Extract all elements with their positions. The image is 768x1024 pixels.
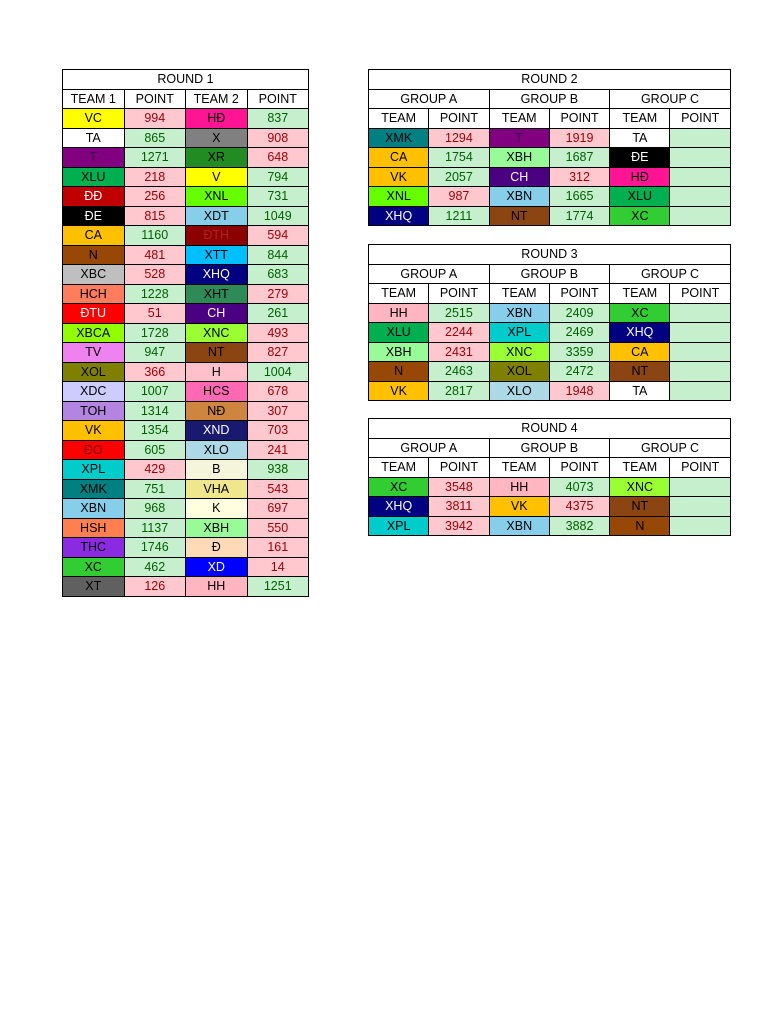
point-cell[interactable]: 279 xyxy=(247,284,309,304)
point-cell[interactable] xyxy=(670,167,730,187)
table-row xyxy=(63,538,309,558)
team-cell[interactable]: CA xyxy=(610,342,670,362)
point-cell[interactable]: 218 xyxy=(124,167,186,187)
table-row xyxy=(63,148,309,168)
team-cell[interactable]: TV xyxy=(63,343,125,363)
point-cell[interactable]: 528 xyxy=(124,265,186,285)
team-cell[interactable]: NT xyxy=(610,497,670,517)
team-cell[interactable]: XNC xyxy=(610,477,670,497)
header-point[interactable]: POINT xyxy=(670,458,730,478)
table-row xyxy=(63,499,309,519)
team-cell[interactable]: CH xyxy=(489,167,549,187)
team-cell[interactable]: T xyxy=(63,148,125,168)
team-cell[interactable]: XBN xyxy=(63,499,125,519)
table-row xyxy=(369,516,731,536)
team-cell[interactable]: ĐE xyxy=(610,148,670,168)
point-cell[interactable] xyxy=(670,477,730,497)
table-row xyxy=(369,187,731,207)
point-cell[interactable]: 261 xyxy=(247,304,309,324)
group-a-header[interactable]: GROUP A xyxy=(369,438,490,458)
table-row xyxy=(63,557,309,577)
table-row xyxy=(63,284,309,304)
point-cell[interactable]: 2472 xyxy=(549,362,609,382)
point-cell[interactable]: 3811 xyxy=(429,497,489,517)
group-b-header[interactable]: GROUP B xyxy=(489,264,610,284)
header-point-1[interactable]: POINT xyxy=(124,89,186,109)
point-cell[interactable]: 241 xyxy=(247,440,309,460)
group-a-header[interactable]: GROUP A xyxy=(369,89,490,109)
table-row xyxy=(63,362,309,382)
header-team[interactable]: TEAM xyxy=(610,458,670,478)
team-cell[interactable]: CA xyxy=(369,148,429,168)
team-cell[interactable]: K xyxy=(186,499,248,519)
point-cell[interactable]: 1137 xyxy=(124,518,186,538)
table-row xyxy=(63,226,309,246)
table-row xyxy=(63,128,309,148)
team-cell[interactable]: VK xyxy=(63,421,125,441)
team-cell[interactable]: XPL xyxy=(489,323,549,343)
team-cell[interactable]: XBN xyxy=(489,187,549,207)
team-cell[interactable]: B xyxy=(186,460,248,480)
point-cell[interactable]: 3548 xyxy=(429,477,489,497)
point-cell[interactable]: 1687 xyxy=(549,148,609,168)
point-cell[interactable] xyxy=(670,206,730,226)
header-point[interactable]: POINT xyxy=(429,458,489,478)
point-cell[interactable]: 3882 xyxy=(549,516,609,536)
round-3-title[interactable]: ROUND 3 xyxy=(369,245,731,265)
team-cell[interactable]: HCH xyxy=(63,284,125,304)
table-row xyxy=(369,148,731,168)
header-team[interactable]: TEAM xyxy=(369,284,429,304)
table-row xyxy=(369,477,731,497)
team-cell[interactable]: XHQ xyxy=(186,265,248,285)
point-cell[interactable]: 429 xyxy=(124,460,186,480)
table-row xyxy=(369,342,731,362)
team-cell[interactable]: XLU xyxy=(63,167,125,187)
team-cell[interactable]: Đ xyxy=(186,538,248,558)
team-cell[interactable]: XPL xyxy=(369,516,429,536)
team-cell[interactable]: T xyxy=(489,128,549,148)
team-cell[interactable]: HH xyxy=(489,477,549,497)
team-cell[interactable]: VC xyxy=(63,109,125,129)
team-cell[interactable]: XBC xyxy=(63,265,125,285)
team-cell[interactable]: XC xyxy=(63,557,125,577)
table-row xyxy=(63,577,309,597)
point-cell[interactable] xyxy=(670,497,730,517)
point-cell[interactable]: 14 xyxy=(247,557,309,577)
team-cell[interactable]: XLO xyxy=(489,381,549,401)
table-row xyxy=(369,497,731,517)
round-2-panel xyxy=(368,69,720,226)
point-cell[interactable]: 683 xyxy=(247,265,309,285)
team-cell[interactable]: HH xyxy=(369,303,429,323)
team-cell[interactable]: XBH xyxy=(186,518,248,538)
point-cell[interactable]: 827 xyxy=(247,343,309,363)
team-cell[interactable]: TA xyxy=(63,128,125,148)
group-b-header[interactable]: GROUP B xyxy=(489,438,610,458)
table-row xyxy=(63,187,309,207)
team-cell[interactable]: HCS xyxy=(186,382,248,402)
team-cell[interactable]: XNL xyxy=(369,187,429,207)
point-cell[interactable]: 1271 xyxy=(124,148,186,168)
header-team[interactable]: TEAM xyxy=(610,109,670,129)
header-point-2[interactable]: POINT xyxy=(247,89,309,109)
team-cell[interactable]: XLU xyxy=(610,187,670,207)
group-c-header[interactable]: GROUP C xyxy=(610,264,731,284)
table-row xyxy=(63,440,309,460)
team-cell[interactable]: XTT xyxy=(186,245,248,265)
team-cell[interactable]: XLO xyxy=(186,440,248,460)
header-team[interactable]: TEAM xyxy=(369,458,429,478)
point-cell[interactable]: 307 xyxy=(247,401,309,421)
point-cell[interactable]: 2463 xyxy=(429,362,489,382)
point-cell[interactable]: 3359 xyxy=(549,342,609,362)
point-cell[interactable]: 1948 xyxy=(549,381,609,401)
header-point[interactable]: POINT xyxy=(670,284,730,304)
point-cell[interactable] xyxy=(670,381,730,401)
point-cell[interactable]: 594 xyxy=(247,226,309,246)
team-cell[interactable]: HĐ xyxy=(186,109,248,129)
point-cell[interactable]: 1049 xyxy=(247,206,309,226)
team-cell[interactable]: XHT xyxy=(186,284,248,304)
team-cell[interactable]: THC xyxy=(63,538,125,558)
team-cell[interactable]: V xyxy=(186,167,248,187)
point-cell[interactable]: 3942 xyxy=(429,516,489,536)
group-a-header[interactable]: GROUP A xyxy=(369,264,490,284)
team-cell[interactable]: HH xyxy=(186,577,248,597)
team-cell[interactable]: XHQ xyxy=(369,206,429,226)
round-4-table xyxy=(368,418,731,536)
point-cell[interactable]: 844 xyxy=(247,245,309,265)
team-cell[interactable]: CA xyxy=(63,226,125,246)
team-cell[interactable]: CH xyxy=(186,304,248,324)
point-cell[interactable]: 2244 xyxy=(429,323,489,343)
team-cell[interactable]: XLU xyxy=(369,323,429,343)
round-4-title[interactable]: ROUND 4 xyxy=(369,419,731,439)
team-cell[interactable]: N xyxy=(63,245,125,265)
point-cell[interactable]: 751 xyxy=(124,479,186,499)
team-cell[interactable]: XBN xyxy=(489,516,549,536)
point-cell[interactable]: 703 xyxy=(247,421,309,441)
team-cell[interactable]: XT xyxy=(63,577,125,597)
team-cell[interactable]: XBN xyxy=(489,303,549,323)
point-cell[interactable]: 938 xyxy=(247,460,309,480)
point-cell[interactable]: 1746 xyxy=(124,538,186,558)
header-team[interactable]: TEAM xyxy=(489,284,549,304)
point-cell[interactable]: 256 xyxy=(124,187,186,207)
table-row xyxy=(63,265,309,285)
header-point[interactable]: POINT xyxy=(549,109,609,129)
team-cell[interactable]: XDT xyxy=(186,206,248,226)
group-c-header[interactable]: GROUP C xyxy=(610,438,731,458)
point-cell[interactable]: 366 xyxy=(124,362,186,382)
table-row xyxy=(369,303,731,323)
team-cell[interactable]: XHQ xyxy=(610,323,670,343)
point-cell[interactable]: 481 xyxy=(124,245,186,265)
point-cell[interactable]: 126 xyxy=(124,577,186,597)
point-cell[interactable]: 731 xyxy=(247,187,309,207)
team-cell[interactable]: VK xyxy=(369,167,429,187)
point-cell[interactable]: 1314 xyxy=(124,401,186,421)
point-cell[interactable]: 697 xyxy=(247,499,309,519)
table-row xyxy=(63,382,309,402)
team-cell[interactable]: NT xyxy=(610,362,670,382)
team-cell[interactable]: XMK xyxy=(63,479,125,499)
header-point[interactable]: POINT xyxy=(670,109,730,129)
header-point[interactable]: POINT xyxy=(429,284,489,304)
team-cell[interactable]: NT xyxy=(489,206,549,226)
header-point[interactable]: POINT xyxy=(549,458,609,478)
table-row xyxy=(63,401,309,421)
point-cell[interactable]: 987 xyxy=(429,187,489,207)
team-cell[interactable]: XNC xyxy=(489,342,549,362)
point-cell[interactable]: 794 xyxy=(247,167,309,187)
team-cell[interactable]: VK xyxy=(489,497,549,517)
point-cell[interactable] xyxy=(670,516,730,536)
team-cell[interactable]: N xyxy=(369,362,429,382)
point-cell[interactable]: 161 xyxy=(247,538,309,558)
point-cell[interactable]: 2515 xyxy=(429,303,489,323)
point-cell[interactable]: 1004 xyxy=(247,362,309,382)
point-cell[interactable]: 2469 xyxy=(549,323,609,343)
team-cell[interactable]: TA xyxy=(610,128,670,148)
team-cell[interactable]: XBH xyxy=(369,342,429,362)
team-cell[interactable]: XND xyxy=(186,421,248,441)
team-cell[interactable]: XOL xyxy=(63,362,125,382)
round-3-table xyxy=(368,244,731,401)
point-cell[interactable]: 648 xyxy=(247,148,309,168)
header-team-2[interactable]: TEAM 2 xyxy=(186,89,248,109)
table-row xyxy=(369,381,731,401)
team-cell[interactable]: ĐE xyxy=(63,206,125,226)
team-cell[interactable]: X xyxy=(186,128,248,148)
point-cell[interactable]: 2431 xyxy=(429,342,489,362)
point-cell[interactable]: 51 xyxy=(124,304,186,324)
header-team[interactable]: TEAM xyxy=(489,458,549,478)
point-cell[interactable]: 968 xyxy=(124,499,186,519)
team-cell[interactable]: VHA xyxy=(186,479,248,499)
point-cell[interactable]: 837 xyxy=(247,109,309,129)
round-1-table xyxy=(62,69,309,597)
team-cell[interactable]: XC xyxy=(369,477,429,497)
table-row xyxy=(369,128,731,148)
team-cell[interactable]: XC xyxy=(610,303,670,323)
team-cell[interactable]: TOH xyxy=(63,401,125,421)
point-cell[interactable]: 1007 xyxy=(124,382,186,402)
team-cell[interactable]: XPL xyxy=(63,460,125,480)
team-cell[interactable]: TA xyxy=(610,381,670,401)
point-cell[interactable]: 493 xyxy=(247,323,309,343)
team-cell[interactable]: XR xyxy=(186,148,248,168)
header-team-1[interactable]: TEAM 1 xyxy=(63,89,125,109)
table-row xyxy=(369,323,731,343)
round-3-panel xyxy=(368,244,720,401)
table-row xyxy=(63,109,309,129)
team-cell[interactable]: HĐ xyxy=(610,167,670,187)
table-row xyxy=(63,479,309,499)
point-cell[interactable]: 1251 xyxy=(247,577,309,597)
team-cell[interactable]: XBH xyxy=(489,148,549,168)
point-cell[interactable]: 1728 xyxy=(124,323,186,343)
team-cell[interactable]: XC xyxy=(610,206,670,226)
header-point[interactable]: POINT xyxy=(429,109,489,129)
team-cell[interactable]: ĐTH xyxy=(186,226,248,246)
point-cell[interactable]: 1160 xyxy=(124,226,186,246)
team-cell[interactable]: ĐO xyxy=(63,440,125,460)
point-cell[interactable]: 4073 xyxy=(549,477,609,497)
team-cell[interactable]: VK xyxy=(369,381,429,401)
team-cell[interactable]: ĐTU xyxy=(63,304,125,324)
table-row xyxy=(63,421,309,441)
team-cell[interactable]: XNL xyxy=(186,187,248,207)
point-cell[interactable]: 1354 xyxy=(124,421,186,441)
point-cell[interactable] xyxy=(670,148,730,168)
point-cell[interactable]: 1665 xyxy=(549,187,609,207)
group-b-header[interactable]: GROUP B xyxy=(489,89,610,109)
team-cell[interactable]: XOL xyxy=(489,362,549,382)
table-row xyxy=(63,323,309,343)
point-cell[interactable]: 994 xyxy=(124,109,186,129)
point-cell[interactable]: 678 xyxy=(247,382,309,402)
table-row xyxy=(63,304,309,324)
point-cell[interactable]: 1919 xyxy=(549,128,609,148)
header-team[interactable]: TEAM xyxy=(610,284,670,304)
point-cell[interactable]: 947 xyxy=(124,343,186,363)
point-cell[interactable]: 312 xyxy=(549,167,609,187)
point-cell[interactable]: 1228 xyxy=(124,284,186,304)
point-cell[interactable]: 2409 xyxy=(549,303,609,323)
point-cell[interactable]: 4375 xyxy=(549,497,609,517)
point-cell[interactable]: 1774 xyxy=(549,206,609,226)
point-cell[interactable]: 1211 xyxy=(429,206,489,226)
point-cell[interactable]: 1294 xyxy=(429,128,489,148)
point-cell[interactable]: 2817 xyxy=(429,381,489,401)
point-cell[interactable] xyxy=(670,323,730,343)
round-2-table xyxy=(368,69,731,226)
group-c-header[interactable]: GROUP C xyxy=(610,89,731,109)
header-team[interactable]: TEAM xyxy=(369,109,429,129)
table-row xyxy=(63,518,309,538)
table-row xyxy=(63,167,309,187)
table-row xyxy=(63,460,309,480)
table-row xyxy=(63,206,309,226)
point-cell[interactable]: 462 xyxy=(124,557,186,577)
header-point[interactable]: POINT xyxy=(549,284,609,304)
header-team[interactable]: TEAM xyxy=(489,109,549,129)
team-cell[interactable]: XNC xyxy=(186,323,248,343)
team-cell[interactable]: XMK xyxy=(369,128,429,148)
point-cell[interactable]: 550 xyxy=(247,518,309,538)
round-2-title[interactable]: ROUND 2 xyxy=(369,70,731,90)
point-cell[interactable]: 1754 xyxy=(429,148,489,168)
point-cell[interactable] xyxy=(670,187,730,207)
team-cell[interactable]: H xyxy=(186,362,248,382)
point-cell[interactable]: 543 xyxy=(247,479,309,499)
point-cell[interactable]: 908 xyxy=(247,128,309,148)
team-cell[interactable]: XDC xyxy=(63,382,125,402)
table-row xyxy=(369,362,731,382)
team-cell[interactable]: NĐ xyxy=(186,401,248,421)
point-cell[interactable] xyxy=(670,303,730,323)
point-cell[interactable]: 865 xyxy=(124,128,186,148)
team-cell[interactable]: NT xyxy=(186,343,248,363)
point-cell[interactable]: 2057 xyxy=(429,167,489,187)
point-cell[interactable] xyxy=(670,128,730,148)
point-cell[interactable]: 605 xyxy=(124,440,186,460)
table-row xyxy=(63,245,309,265)
team-cell[interactable]: ĐĐ xyxy=(63,187,125,207)
team-cell[interactable]: HSH xyxy=(63,518,125,538)
point-cell[interactable]: 815 xyxy=(124,206,186,226)
team-cell[interactable]: N xyxy=(610,516,670,536)
table-row xyxy=(369,206,731,226)
table-row xyxy=(369,167,731,187)
point-cell[interactable] xyxy=(670,362,730,382)
round-4-panel xyxy=(368,418,720,536)
team-cell[interactable]: XBCA xyxy=(63,323,125,343)
team-cell[interactable]: XHQ xyxy=(369,497,429,517)
round-1-title[interactable]: ROUND 1 xyxy=(63,70,309,90)
team-cell[interactable]: XD xyxy=(186,557,248,577)
point-cell[interactable] xyxy=(670,342,730,362)
table-row xyxy=(63,343,309,363)
